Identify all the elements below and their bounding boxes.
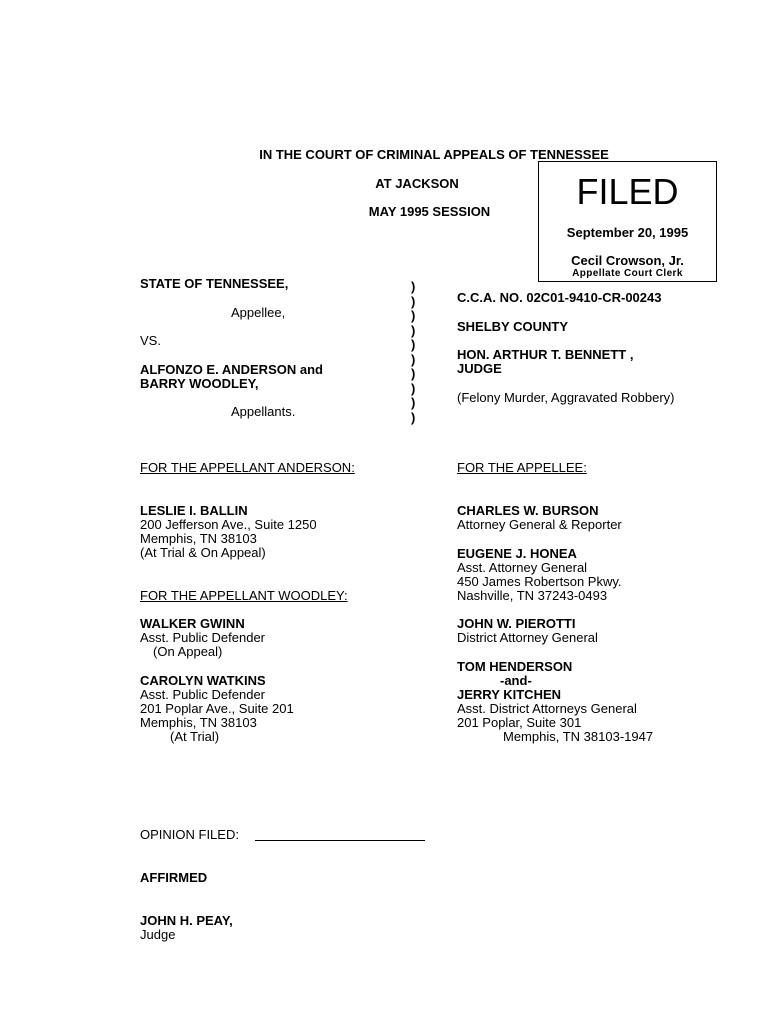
paren-mark: ) <box>411 351 416 367</box>
counsel-note: (At Trial) <box>170 729 220 744</box>
paren-mark: ) <box>411 366 416 381</box>
clerk-title: Appellate Court Clerk <box>572 268 683 279</box>
caption-divider <box>411 280 415 425</box>
counsel-name: EUGENE J. HONEA <box>457 546 577 561</box>
paren-mark: ) <box>411 279 416 294</box>
counsel-honea <box>457 547 622 603</box>
paren-mark: ) <box>411 380 416 396</box>
paren-mark: ) <box>411 395 416 410</box>
counsel-name: WALKER GWINN <box>140 616 245 631</box>
county: SHELBY COUNTY <box>457 319 568 334</box>
counsel-address: 201 Poplar, Suite 301 <box>457 715 582 730</box>
counsel-note: (At Trial & On Appeal) <box>140 545 266 560</box>
counsel-henderson-kitchen <box>457 660 653 744</box>
counsel-and: -and- <box>500 673 532 688</box>
paren-mark: ) <box>411 308 416 323</box>
court-location: AT JACKSON <box>375 176 459 191</box>
counsel-pierotti <box>457 617 598 645</box>
author-judge-title: Judge <box>140 927 176 942</box>
court-session: MAY 1995 SESSION <box>368 204 491 219</box>
counsel-title: Asst. Attorney General <box>457 560 588 575</box>
author-judge-name: JOHN H. PEAY, <box>140 913 233 928</box>
counsel-city: Memphis, TN 38103 <box>140 715 257 730</box>
counsel-city: Memphis, TN 38103-1947 <box>503 729 654 744</box>
filed-word: FILED <box>576 171 679 212</box>
counsel-burson <box>457 504 622 532</box>
counsel-address: 450 James Robertson Pkwy. <box>457 574 622 589</box>
paren-mark: ) <box>411 293 416 309</box>
disposition: AFFIRMED <box>140 870 208 885</box>
opinion-filed-blank <box>255 840 425 841</box>
counsel-ballin <box>140 504 317 560</box>
court-title: IN THE COURT OF CRIMINAL APPEALS OF TENNESSEE <box>259 147 609 162</box>
counsel-title: Asst. District Attorneys General <box>457 701 637 716</box>
counsel-city: Nashville, TN 37243-0493 <box>457 588 608 603</box>
charges: (Felony Murder, Aggravated Robbery) <box>457 390 675 405</box>
filed-stamp <box>538 161 717 282</box>
counsel-title: Asst. Public Defender <box>140 687 266 702</box>
counsel-name: CHARLES W. BURSON <box>457 503 599 518</box>
heading-appellee: FOR THE APPELLEE: <box>457 460 587 475</box>
counsel-gwinn <box>140 617 265 659</box>
counsel-title: Attorney General & Reporter <box>457 517 622 532</box>
heading-appellant-anderson: FOR THE APPELLANT ANDERSON: <box>140 460 355 475</box>
paren-mark: ) <box>411 409 416 425</box>
counsel-watkins <box>140 674 294 744</box>
party-defendant-line2: BARRY WOODLEY, <box>140 376 259 391</box>
paren-mark: ) <box>411 322 416 338</box>
counsel-name: CAROLYN WATKINS <box>140 673 266 688</box>
party-defendant-line1: ALFONZO E. ANDERSON and <box>140 362 323 377</box>
counsel-address: 201 Poplar Ave., Suite 201 <box>140 701 294 716</box>
counsel-address: 200 Jefferson Ave., Suite 1250 <box>140 517 317 532</box>
counsel-name: TOM HENDERSON <box>457 659 573 674</box>
clerk-name: Cecil Crowson, Jr. <box>571 253 684 268</box>
counsel-name: LESLIE I. BALLIN <box>140 503 248 518</box>
counsel-title: Asst. Public Defender <box>140 630 266 645</box>
opinion-filed-label: OPINION FILED: <box>140 827 239 842</box>
counsel-city: Memphis, TN 38103 <box>140 531 257 546</box>
counsel-title: District Attorney General <box>457 630 598 645</box>
trial-judge-line2: JUDGE <box>457 361 502 376</box>
paren-mark: ) <box>411 337 416 352</box>
counsel-name-2: JERRY KITCHEN <box>457 687 562 702</box>
case-number: C.C.A. NO. 02C01-9410-CR-00243 <box>457 290 662 305</box>
counsel-note: (On Appeal) <box>153 644 223 659</box>
party-state: STATE OF TENNESSEE, <box>140 276 289 291</box>
filed-date: September 20, 1995 <box>566 225 689 240</box>
versus: VS. <box>140 333 161 348</box>
counsel-name: JOHN W. PIEROTTI <box>457 616 576 631</box>
party-defendant-role: Appellants. <box>231 404 296 419</box>
trial-judge-line1: HON. ARTHUR T. BENNETT , <box>457 347 634 362</box>
heading-appellant-woodley: FOR THE APPELLANT WOODLEY: <box>140 588 348 603</box>
party-state-role: Appellee, <box>231 305 286 320</box>
